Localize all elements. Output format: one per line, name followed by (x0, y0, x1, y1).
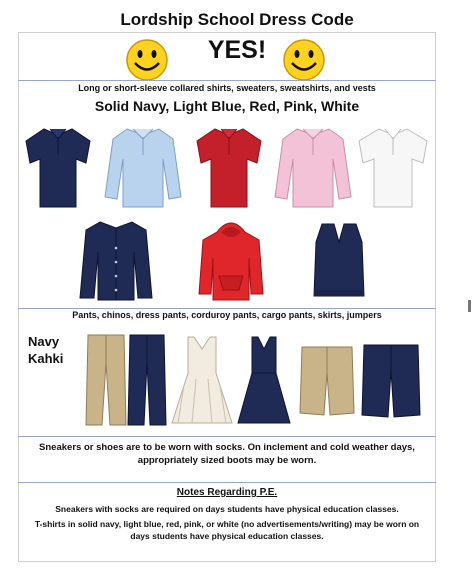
pink-polo-shirt-image (273, 125, 353, 210)
red-hoodie-image (197, 218, 265, 302)
tops-colors: Solid Navy, Light Blue, Red, Pink, White (94, 98, 360, 114)
white-polo-shirt-image (357, 125, 429, 210)
pe-note-sneakers: Sneakers with socks are required on days students have physical education classes. (55, 504, 399, 514)
light-blue-polo-shirt-image (103, 125, 183, 210)
bottoms-colors (28, 333, 63, 367)
navy-cardigan-image (78, 218, 154, 302)
divider (18, 436, 436, 437)
khaki-shorts-image (298, 345, 356, 417)
divider (18, 308, 436, 309)
scroll-marker (468, 300, 471, 312)
tops-description: Long or short-sleeve collared shirts, sweaters, sweatshirts, and vests (78, 83, 376, 93)
footwear-rule: Sneakers or shoes are to be worn with socks. On inclement and cold weather days, appropriately sized boots may be worn. (39, 442, 415, 466)
smiley-face-icon (282, 38, 326, 82)
divider (18, 80, 436, 81)
navy-shorts-image (360, 343, 422, 419)
bottoms-description: Pants, chinos, dress pants, corduroy pants, cargo pants, skirts, jumpers (72, 310, 382, 320)
navy-jumper-dress-image (236, 335, 292, 427)
navy-pants-image (126, 333, 168, 427)
bottoms-color-navy: Navy (28, 334, 60, 349)
khaki-jumper-dress-image (170, 335, 234, 427)
khaki-pants-image (84, 333, 128, 427)
divider (18, 482, 436, 483)
navy-polo-shirt-image (24, 125, 92, 210)
red-polo-shirt-image (195, 125, 263, 210)
pe-note-tshirts: T-shirts in solid navy, light blue, red, pink, or white (no advertisements/writing) may be worn on days students have physical education classes. (34, 519, 420, 541)
yes-heading: YES! (207, 36, 267, 64)
page-title: Lordship School Dress Code (120, 10, 354, 29)
bottoms-color-khaki: Kahki (28, 351, 64, 366)
pe-notes-heading: Notes Regarding P.E. (176, 487, 278, 498)
navy-sweater-vest-image (310, 220, 368, 300)
